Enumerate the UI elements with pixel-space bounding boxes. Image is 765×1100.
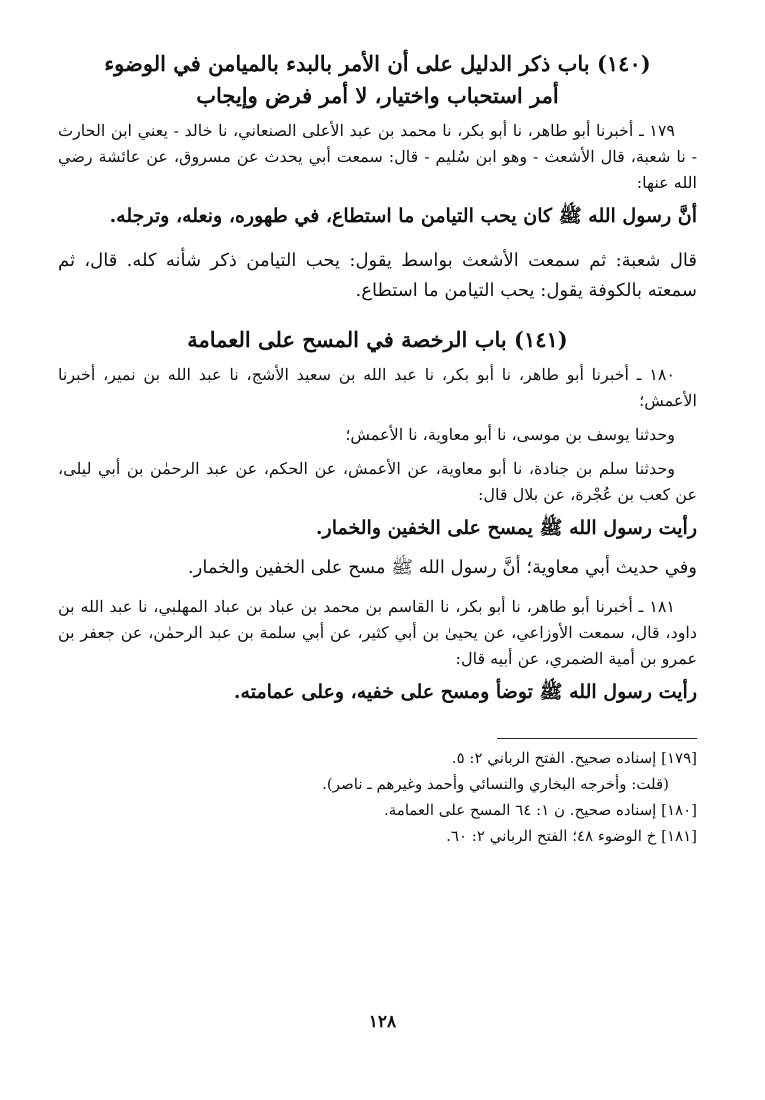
- chapter-140-heading: [58, 48, 697, 112]
- hadith-179-isnad: ١٧٩ ـ أخبرنا أبو طاهر، نا أبو بكر، نا محمد بن عبد الأعلى الصنعاني، نا خالد - يعني ابن الحارث - نا شعبة، قال الأشعث - وهو ابن سُليم - قال: سمعت أبي يحدث عن مسروق، عن عائشة رضي الله عنها:: [58, 121, 697, 192]
- hadith-180-isnad-1: ١٨٠ ـ أخبرنا أبو طاهر، نا أبو بكر، نا عبد الله بن سعيد الأشج، نا عبد الله بن نمير، أخبرنا الأعمش؛: [58, 365, 697, 410]
- chapter-141-title: (١٤١) باب الرخصة في المسح على العمامة: [187, 327, 568, 352]
- hadith-179-matn: أنَّ رسول الله ﷺ كان يحب التيامن ما استطاع، في طهوره، ونعله، وترجله.: [109, 205, 697, 227]
- footnote-179: [١٧٩] إسناده صحيح. الفتح الرباني ٢: ٥.: [451, 749, 697, 767]
- hadith-180-isnad-3: وحدثنا سلم بن جنادة، نا أبو معاوية، عن الأعمش، عن الحكم، عن عبد الرحمٰن بن أبي ليلى، عن كعب بن عُجْرة، عن بلال قال:: [58, 459, 697, 504]
- chapter-140-title-line1: (١٤٠) باب ذكر الدليل على أن الأمر بالبدء بالميامن في الوضوء: [104, 51, 651, 76]
- page-number: ١٢٨: [368, 1012, 397, 1032]
- hadith-181-isnad: ١٨١ ـ أخبرنا أبو طاهر، نا أبو بكر، نا القاسم بن محمد بن عباد بن عباد المهلبي، نا عبد الله بن داود، قال، سمعت الأوزاعي، عن يحيىٰ بن أبي كثير، عن أبي سلمة بن عبد الرحمٰن، عن جعفر بن عمرو بن أمية الضمري، عن أبيه قال:: [58, 597, 697, 668]
- hadith-180-variant: وفي حديث أبي معاوية؛ أنَّ رسول الله ﷺ مسح على الخفين والخمار.: [187, 557, 697, 578]
- hadith-181-matn: رأيت رسول الله ﷺ توضأ ومسح على خفيه، وعلى عمامته.: [233, 681, 697, 703]
- hadith-180-isnad-2: وحدثنا يوسف بن موسى، نا أبو معاوية، نا الأعمش؛: [345, 425, 675, 444]
- footnote-180: [١٨٠] إسناده صحيح. ن ١: ٦٤ المسح على العمامة.: [383, 801, 697, 819]
- footnote-181: [١٨١] خ الوضوء ٤٨؛ الفتح الرباني ٢: ٦٠.: [446, 827, 697, 845]
- chapter-140-title-line2: أمر استحباب واختيار، لا أمر فرض وإيجاب: [196, 83, 559, 108]
- footnote-divider: [497, 738, 697, 739]
- chapter-141-heading: [58, 324, 697, 356]
- footnote-179-note: (قلت: وأخرجه البخاري والنسائي وأحمد وغيرهم ـ ناصر).: [322, 775, 669, 793]
- hadith-179-shuba-note: قال شعبة: ثم سمعت الأشعث بواسط يقول: يحب التيامن ذكر شأنه كله. قال، ثم سمعته بالكوفة يقول: يحب التيامن ما استطاع.: [58, 250, 697, 301]
- hadith-180-matn: رأيت رسول الله ﷺ يمسح على الخفين والخمار.: [315, 517, 697, 539]
- footnotes: [58, 745, 697, 849]
